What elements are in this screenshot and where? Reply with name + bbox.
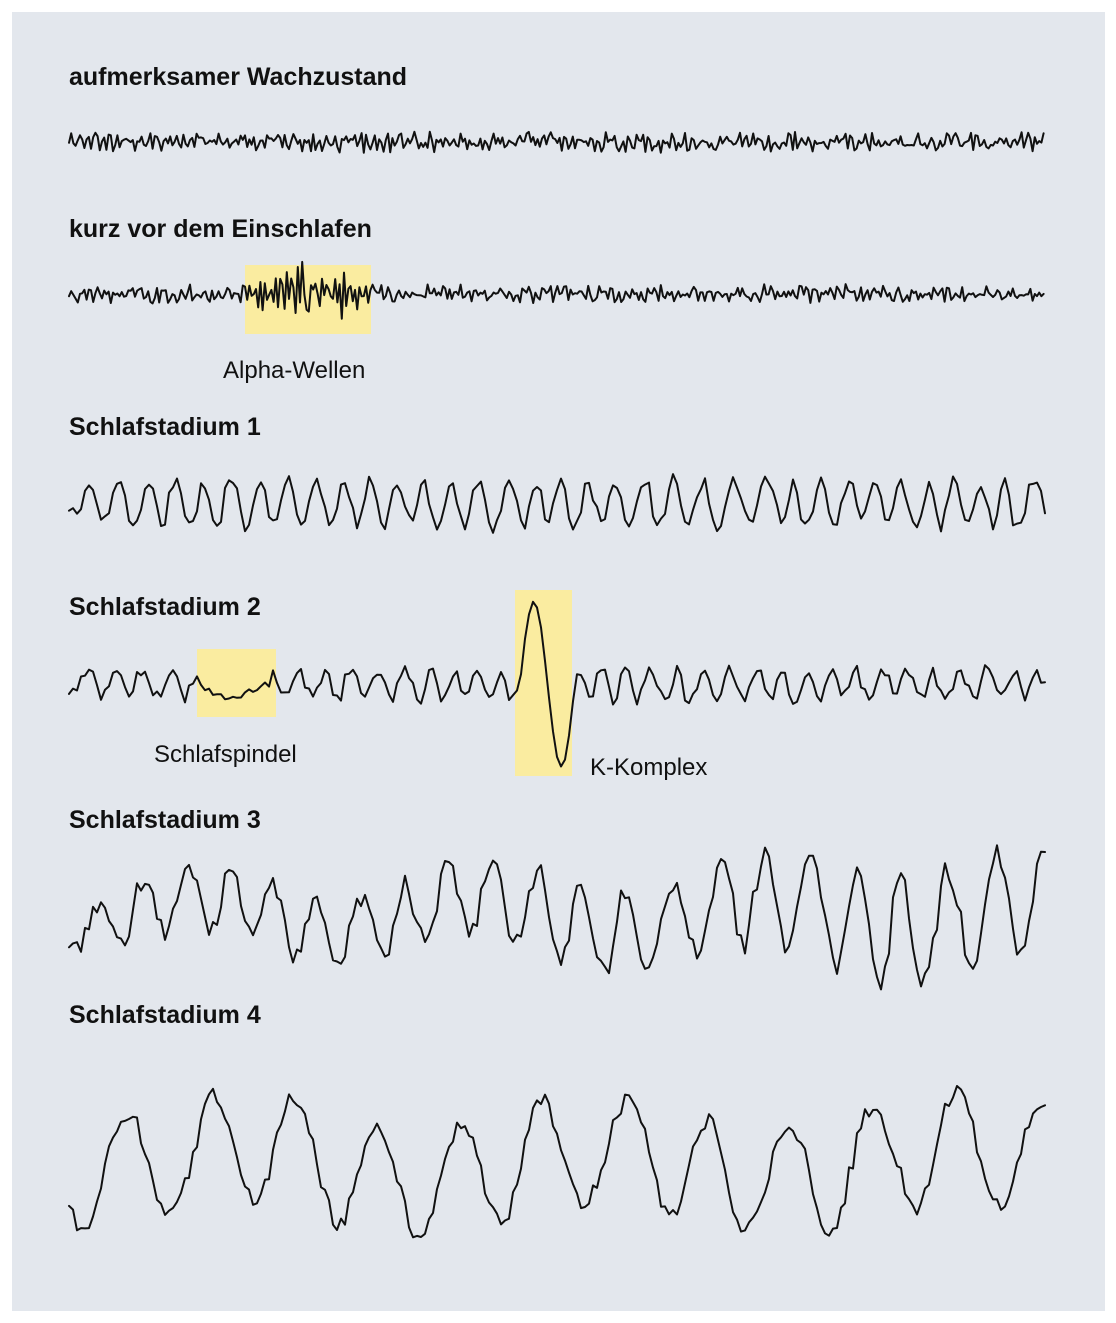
panel-title-awake: aufmerksamer Wachzustand: [69, 63, 408, 91]
k-complex-label: K-Komplex: [590, 754, 708, 781]
panel-title-stage1: Schlafstadium 1: [69, 413, 261, 441]
panel-title-stage2: Schlafstadium 2: [69, 593, 261, 621]
eeg-trace-stage1: [69, 474, 1045, 533]
eeg-trace-awake: [69, 132, 1044, 153]
sleep-spindle-label: Schlafspindel: [154, 741, 297, 768]
panel-title-stage3: Schlafstadium 3: [69, 806, 261, 834]
eeg-trace-stage3: [69, 845, 1045, 989]
eeg-trace-stage4: [69, 1086, 1045, 1237]
k-complex-highlight: [515, 590, 572, 776]
panel-title-stage4: Schlafstadium 4: [69, 1001, 261, 1029]
alpha-waves-label: Alpha-Wellen: [223, 357, 366, 384]
eeg-trace-drowsy: [69, 262, 1044, 319]
panel-title-drowsy: kurz vor dem Einschlafen: [69, 215, 372, 243]
